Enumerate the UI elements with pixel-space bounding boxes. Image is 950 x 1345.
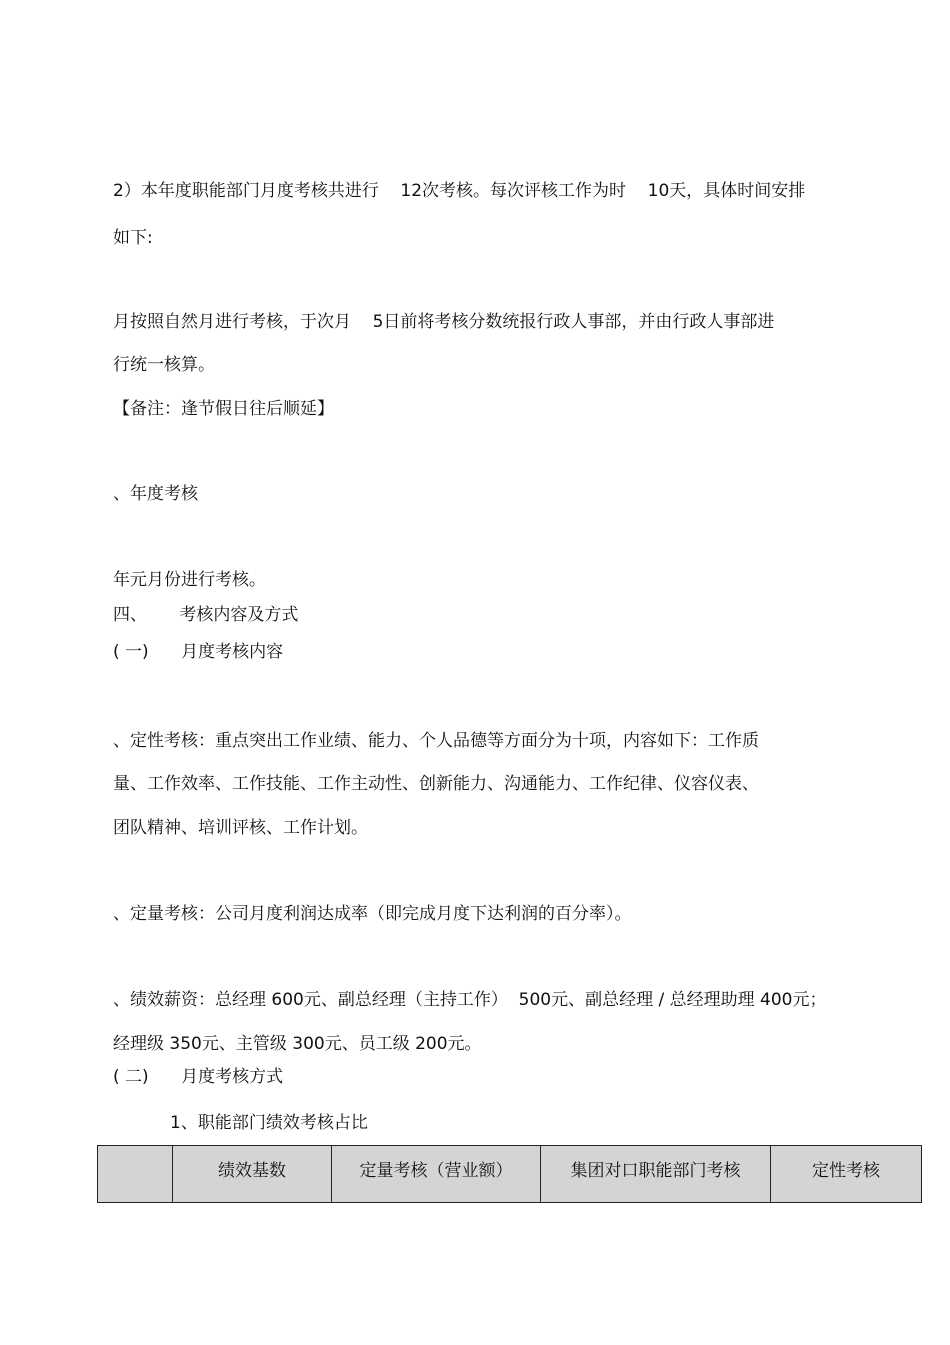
section-heading-4: 四、 考核内容及方式: [113, 605, 299, 625]
table-header-empty: [98, 1146, 173, 1203]
paragraph-quantitative: 、定量考核：公司月度利润达成率（即完成月度下达利润的百分率）。: [113, 904, 632, 924]
table-header-quantitative: 定量考核（营业额）: [332, 1146, 541, 1203]
paragraph-schedule-line-1: 2）本年度职能部门月度考核共进行 12次考核。每次评核工作为时 10天，具体时间安排: [113, 181, 806, 201]
paragraph-qualitative-line-1: 、定性考核：重点突出工作业绩、能力、个人品德等方面分为十项，内容如下：工作质: [113, 731, 759, 751]
subsection-heading-1: ( 一) 月度考核内容: [113, 642, 284, 662]
paragraph-qualitative-line-3: 团队精神、培训评核、工作计划。: [113, 818, 368, 838]
paragraph-schedule-line-2: 如下:: [113, 228, 153, 248]
performance-ratio-table: [97, 1145, 921, 1203]
table-header-row: [98, 1146, 922, 1203]
table-caption: 1、职能部门绩效考核占比: [170, 1113, 368, 1133]
paragraph-monthly-line-2: 行统一核算。: [113, 355, 215, 375]
heading-annual-review: 、年度考核: [113, 484, 198, 504]
paragraph-annual-review: 年元月份进行考核。: [113, 570, 266, 590]
subsection-heading-2: ( 二) 月度考核方式: [113, 1067, 284, 1087]
paragraph-salary-line-1: 、绩效薪资：总经理 600元、副总经理（主持工作） 500元、副总经理 / 总经理助理 400元；: [113, 990, 827, 1010]
table-header-group-dept: 集团对口职能部门考核: [541, 1146, 771, 1203]
paragraph-salary-line-2: 经理级 350元、主管级 300元、员工级 200元。: [113, 1034, 482, 1054]
table-header-base: 绩效基数: [173, 1146, 332, 1203]
paragraph-monthly-line-1: 月按照自然月进行考核，于次月 5日前将考核分数统报行政人事部，并由行政人事部进: [113, 312, 775, 332]
paragraph-qualitative-line-2: 量、工作效率、工作技能、工作主动性、创新能力、沟通能力、工作纪律、仪容仪表、: [113, 774, 759, 794]
table-header-qualitative: 定性考核: [771, 1146, 922, 1203]
note-holiday: 【备注：逢节假日往后顺延】: [113, 399, 334, 419]
